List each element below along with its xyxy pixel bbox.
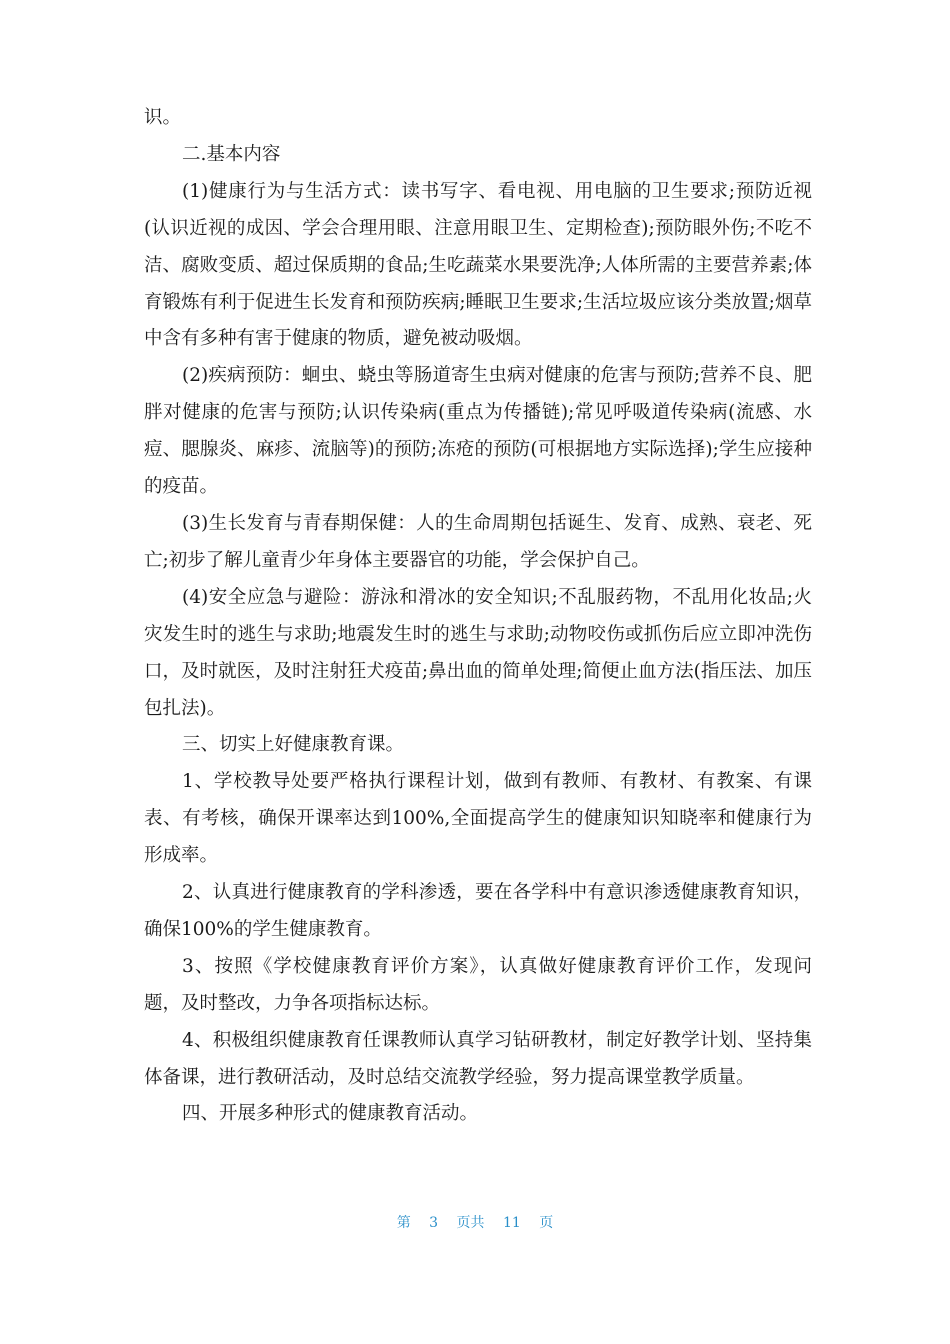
paragraph: (3)生长发育与青春期保健：人的生命周期包括诞生、发育、成熟、衰老、死亡;初步了解儿童青少年身体主要器官的功能，学会保护自己。 [144, 512, 812, 571]
footer-total-pages: 11 [503, 1215, 521, 1231]
paragraph: 4、积极组织健康教育任课教师认真学习钻研教材，制定好教学计划、坚持集体备课，进行教研活动，及时总结交流教学经验，努力提高课堂教学质量。 [144, 1029, 812, 1088]
section-heading-activities: 四、开展多种形式的健康教育活动。 [182, 1103, 479, 1125]
paragraph: (1)健康行为与生活方式：读书写字、看电视、用电脑的卫生要求;预防近视(认识近视的成因、学会合理用眼、注意用眼卫生、定期检查);预防眼外伤;不吃不洁、腐败变质、超过保质期的食品;生吃蔬菜水果要洗净;人体所需的主要营养素;体育锻炼有利于促进生长发育和预防疾病;睡眠卫生要求;生活垃圾应该分类放置;烟草中含有多种有害于健康的物质，避免被动吸烟。 [144, 180, 812, 350]
paragraph: 识。 [144, 107, 182, 128]
paragraph: (2)疾病预防：蛔虫、蛲虫等肠道寄生虫病对健康的危害与预防;营养不良、肥胖对健康的危害与预防;认识传染病(重点为传播链);常见呼吸道传染病(流感、水痘、腮腺炎、麻疹、流脑等)的预防;冻疮的预防(可根据地方实际选择);学生应接种的疫苗。 [144, 365, 812, 498]
document-body [144, 100, 812, 1133]
paragraph: 2、认真进行健康教育的学科渗透，要在各学科中有意识渗透健康教育知识，确保100%的学生健康教育。 [144, 882, 812, 940]
paragraph: 1、学校教导处要严格执行课程计划，做到有教师、有教材、有教案、有课表、有考核，确保开课率达到100%,全面提高学生的健康知识知晓率和健康行为形成率。 [144, 771, 812, 867]
section-heading-health-class: 三、切实上好健康教育课。 [182, 734, 405, 756]
footer-suffix: 页 [539, 1215, 554, 1231]
paragraph: (4)安全应急与避险：游泳和滑冰的安全知识;不乱服药物，不乱用化妆品;火灾发生时的逃生与求助;地震发生时的逃生与求助;动物咬伤或抓伤后应立即冲洗伤口，及时就医，及时注射狂犬疫苗;鼻出血的简单处理;简便止血方法(指压法、加压包扎法)。 [144, 586, 812, 719]
footer-current-page: 3 [429, 1215, 439, 1231]
footer-prefix: 第 [396, 1215, 411, 1231]
page-number-footer [0, 1212, 950, 1232]
section-heading-basic-content: 二.基本内容 [182, 143, 281, 165]
paragraph: 3、按照《学校健康教育评价方案》，认真做好健康教育评价工作，发现问题，及时整改，力争各项指标达标。 [144, 955, 812, 1014]
footer-mid: 页共 [456, 1215, 485, 1231]
